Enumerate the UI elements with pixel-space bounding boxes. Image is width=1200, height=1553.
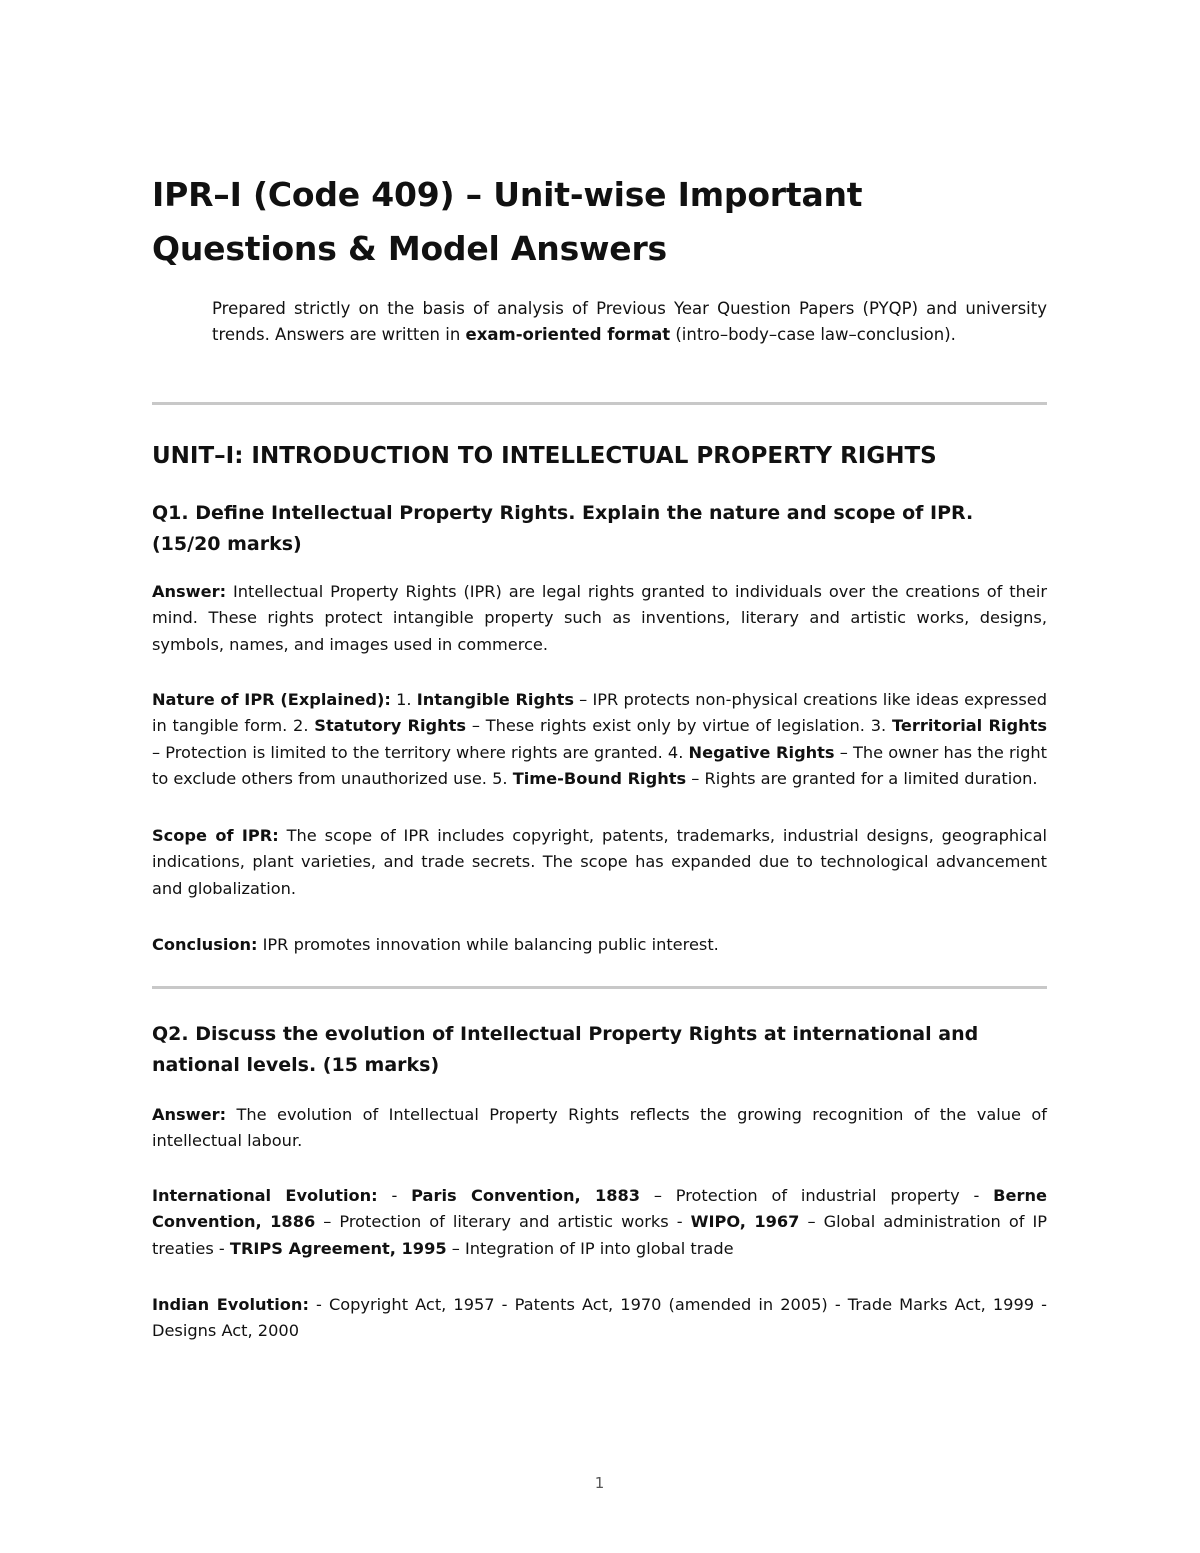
q1-nature-text-3: – Protection is limited to the territory where rights are granted. 4. — [152, 742, 689, 762]
page-number: 1 — [594, 1474, 605, 1492]
q1-nature-item-1: Intangible Rights — [416, 690, 574, 709]
section-divider — [152, 402, 1047, 405]
section-divider — [152, 986, 1047, 989]
q2-indian-label: Indian Evolution: — [152, 1295, 309, 1314]
question-1-heading: Q1. Define Intellectual Property Rights. Explain the nature and scope of IPR. (15/20 marks) — [152, 502, 974, 555]
q2-international-paragraph — [152, 1183, 1047, 1262]
q1-scope-paragraph — [152, 823, 1047, 902]
document-page — [152, 0, 1047, 1553]
intro-note — [212, 296, 1047, 348]
q2-indian-paragraph — [152, 1292, 1047, 1345]
q1-conclusion-text: IPR promotes innovation while balancing public interest. — [257, 935, 719, 954]
unit-heading: UNIT–I: INTRODUCTION TO INTELLECTUAL PROPERTY RIGHTS — [152, 443, 937, 469]
q2-intl-text-3: – Global administration of IP treaties - — [152, 1212, 1047, 1258]
q2-answer-label: Answer: — [152, 1105, 227, 1124]
q1-scope-label: Scope of IPR: — [152, 826, 279, 845]
q1-nature-text-1: – IPR protects non-physical creations like ideas expressed in tangible form. 2. — [152, 690, 1047, 736]
q1-nature-label: Nature of IPR (Explained): — [152, 690, 391, 709]
question-2-heading: Q2. Discuss the evolution of Intellectual Property Rights at international and national levels. (15 marks) — [152, 1023, 979, 1076]
q2-intl-item-1: Paris Convention, 1883 — [411, 1186, 640, 1205]
q2-intl-sep: - — [377, 1186, 412, 1205]
q1-conclusion-label: Conclusion: — [152, 935, 258, 954]
q2-intl-text-2: – Protection of literary and artistic works - — [315, 1212, 691, 1232]
q2-intl-item-4: TRIPS Agreement, 1995 — [229, 1238, 447, 1258]
q1-nature-paragraph — [152, 687, 1047, 793]
intro-text-end: (intro–body–case law–conclusion). — [670, 325, 956, 344]
q1-nature-item-4: Negative Rights — [688, 742, 835, 762]
q1-answer-paragraph — [152, 579, 1047, 658]
q1-nature-item-5: Time-Bound Rights — [512, 769, 687, 789]
q2-intl-item-3: WIPO, 1967 — [690, 1212, 800, 1232]
q1-nature-item-3: Territorial Rights — [891, 716, 1048, 736]
intro-bold-format: exam-oriented format — [465, 325, 671, 344]
document-title: IPR–I (Code 409) – Unit-wise Important Questions & Model Answers — [152, 175, 863, 268]
q2-answer-paragraph — [152, 1102, 1047, 1155]
q1-scope-text: The scope of IPR includes copyright, patents, trademarks, industrial designs, geographical indications, plant varieties, and trade secrets. The scope has expanded due to technological advancement and globalization. — [152, 826, 1047, 898]
q2-intl-text-1: – Protection of industrial property - — [640, 1186, 994, 1205]
q2-indian-text: - Copyright Act, 1957 - Patents Act, 1970 (amended in 2005) - Trade Marks Act, 1999 - Designs Act, 2000 — [152, 1295, 1047, 1341]
q2-intl-text-4: – Integration of IP into global trade — [446, 1238, 734, 1258]
q1-nature-text-1-prefix: 1. — [390, 690, 417, 709]
q2-international-label: International Evolution: — [152, 1186, 378, 1205]
q2-answer-text: The evolution of Intellectual Property Rights reflects the growing recognition of the value of intellectual labour. — [152, 1105, 1047, 1151]
q1-nature-text-2: – These rights exist only by virtue of legislation. 3. — [466, 716, 892, 736]
q1-nature-text-4: – The owner has the right to exclude others from unauthorized use. 5. — [152, 742, 1047, 789]
q1-answer-text: Intellectual Property Rights (IPR) are legal rights granted to individuals over the creations of their mind. These rights protect intangible property such as inventions, literary and artistic works, designs, symbols, names, and images used in commerce. — [152, 582, 1047, 654]
q2-intl-item-2: Berne Convention, 1886 — [152, 1186, 1047, 1232]
q1-answer-label: Answer: — [152, 582, 227, 601]
q1-nature-item-2: Statutory Rights — [314, 716, 467, 736]
q1-conclusion-paragraph — [152, 932, 1047, 958]
q1-nature-text-5: – Rights are granted for a limited duration. — [686, 769, 1038, 789]
intro-text-start: Prepared strictly on the basis of analysis of Previous Year Question Papers (PYQP) and university trends. Answers are written in — [212, 299, 1047, 344]
